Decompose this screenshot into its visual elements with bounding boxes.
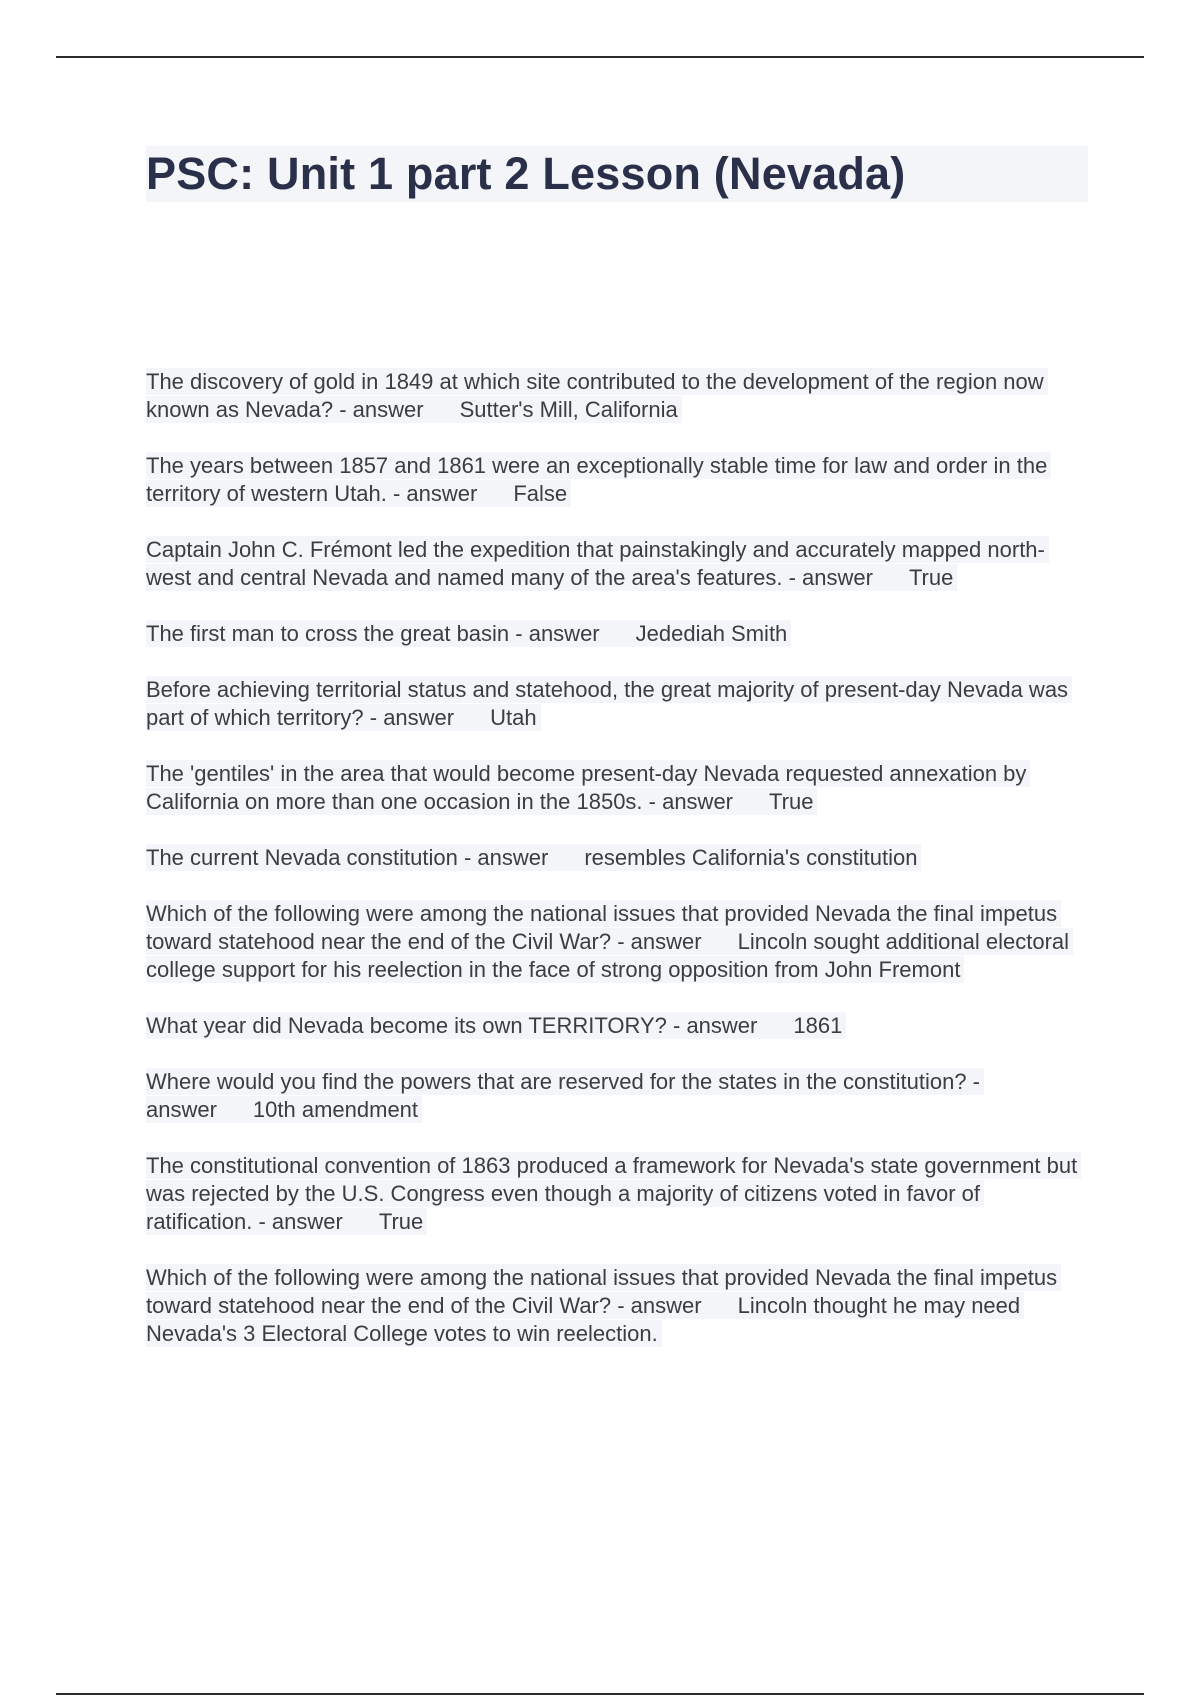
question-text: Which of the following were among the national issues that provided Nevada the final impetus toward statehood near the end of the Civil War? - answer (146, 1265, 1058, 1318)
qa-item (146, 1264, 1090, 1348)
qa-list (146, 368, 1090, 1376)
question-text: Where would you find the powers that are reserved for the states in the constitution? - answer (146, 1069, 981, 1122)
answer-text: True (378, 1209, 424, 1234)
qa-item (146, 1068, 1090, 1124)
answer-text: Utah (490, 705, 537, 730)
answer-text: True (908, 565, 954, 590)
qa-item (146, 536, 1090, 592)
question-text: What year did Nevada become its own TERRITORY? - answer (146, 1013, 758, 1038)
question-text: The constitutional convention of 1863 produced a framework for Nevada's state government but was rejected by the U.S. Congress even though a majority of citizens voted in favor of ratification. - answer (146, 1153, 1078, 1234)
qa-item (146, 368, 1090, 424)
answer-text: Lincoln thought he may need Nevada's 3 Electoral College votes to win reelection. (146, 1293, 1021, 1346)
question-text: The first man to cross the great basin - answer (146, 621, 600, 646)
qa-item (146, 760, 1090, 816)
answer-text: 10th amendment (252, 1097, 419, 1122)
bottom-rule (56, 1693, 1144, 1695)
question-text: Captain John C. Frémont led the expedition that painstakingly and accurately mapped north-west and central Nevada and named many of the area's features. - answer (146, 537, 1045, 590)
qa-item (146, 452, 1090, 508)
question-text: The current Nevada constitution - answer (146, 845, 549, 870)
title-block (146, 146, 1088, 202)
qa-item (146, 900, 1090, 984)
qa-item (146, 1012, 1090, 1040)
answer-text: False (513, 481, 568, 506)
question-text: The 'gentiles' in the area that would become present-day Nevada requested annexation by California on more than one occasion in the 1850s. - answer (146, 761, 1027, 814)
answer-text: Sutter's Mill, California (459, 397, 678, 422)
qa-item (146, 1152, 1090, 1236)
top-rule (56, 56, 1144, 58)
qa-item (146, 844, 1090, 872)
answer-text: Jedediah Smith (635, 621, 788, 646)
page-title: PSC: Unit 1 part 2 Lesson (Nevada) (146, 148, 906, 199)
qa-item (146, 620, 1090, 648)
answer-text: resembles California's constitution (584, 845, 918, 870)
answer-text: True (769, 789, 814, 814)
question-text: The discovery of gold in 1849 at which site contributed to the development of the region now known as Nevada? - answer (146, 369, 1044, 422)
answer-text: 1861 (793, 1013, 843, 1038)
question-text: Before achieving territorial status and statehood, the great majority of present-day Nevada was part of which territory? - answer (146, 677, 1069, 730)
answer-text: Lincoln sought additional electoral college support for his reelection in the face of strong opposition from John Fremont (146, 929, 1070, 982)
question-text: Which of the following were among the national issues that provided Nevada the final impetus toward statehood near the end of the Civil War? - answer (146, 901, 1058, 954)
question-text: The years between 1857 and 1861 were an exceptionally stable time for law and order in the territory of western Utah. - answer (146, 453, 1048, 506)
qa-item (146, 676, 1090, 732)
